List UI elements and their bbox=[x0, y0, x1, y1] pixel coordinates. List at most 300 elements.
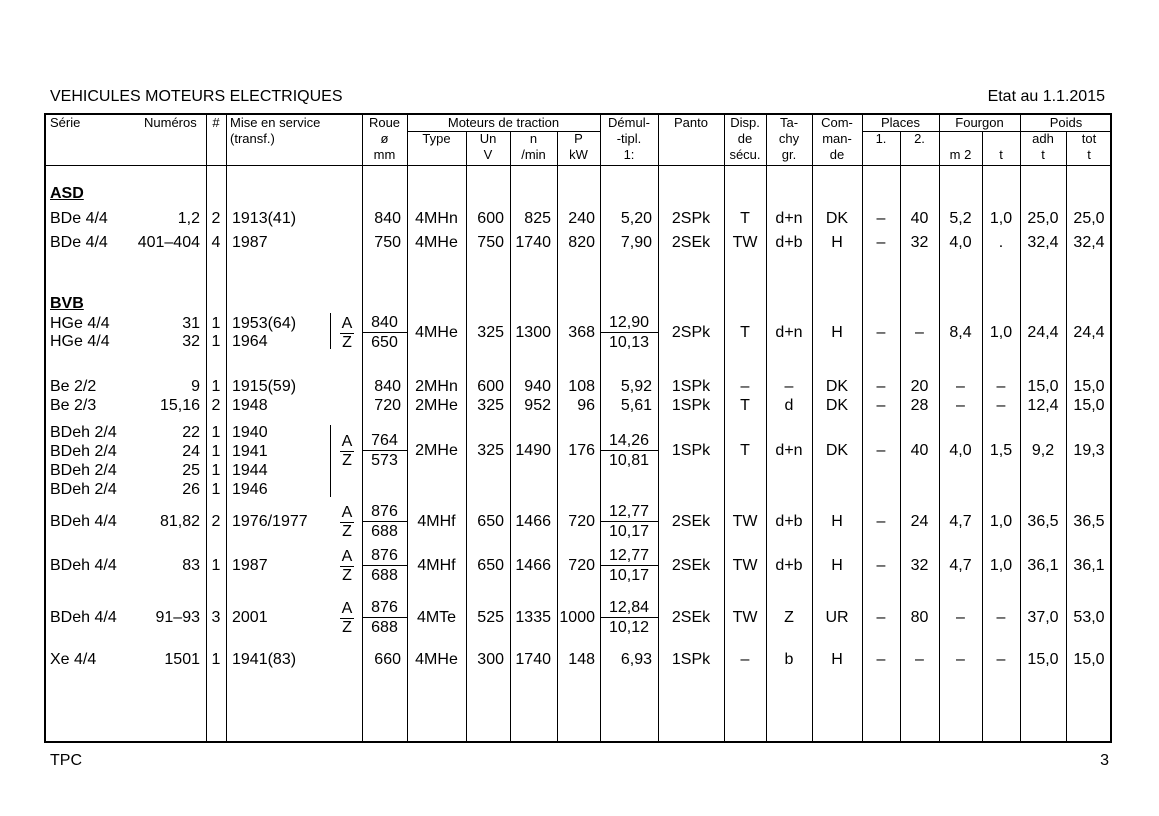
count-value: 1 bbox=[211, 462, 221, 479]
col-header-commande-3: de bbox=[829, 147, 845, 162]
numeros-value: 31 bbox=[182, 315, 200, 332]
com-value: UR bbox=[825, 609, 849, 626]
ta-value: d+n bbox=[775, 324, 803, 341]
demul-fraction-numerator: 14,26 bbox=[600, 431, 658, 451]
demul-fraction bbox=[600, 431, 658, 470]
count-value: 4 bbox=[211, 234, 221, 251]
ft-value: – bbox=[996, 609, 1006, 626]
p-value: 240 bbox=[568, 210, 595, 227]
ta-value: Z bbox=[784, 609, 794, 626]
serie-name: HGe 4/4 bbox=[50, 315, 110, 332]
panto-value: 2SPk bbox=[671, 210, 711, 227]
count-value: 3 bbox=[211, 609, 221, 626]
m2-value: 4,0 bbox=[949, 234, 972, 251]
section-asd: ASD bbox=[50, 185, 84, 202]
disp-value: TW bbox=[732, 557, 758, 574]
pl2-value: 40 bbox=[910, 442, 929, 459]
panto-value: 1SPk bbox=[671, 442, 711, 459]
m2-value: 5,2 bbox=[949, 210, 972, 227]
demul-fraction-numerator: 12,90 bbox=[600, 313, 658, 333]
type-value: 4MHn bbox=[415, 210, 458, 227]
pl2-value: – bbox=[915, 324, 924, 341]
roue-fraction-denominator: 573 bbox=[371, 452, 398, 469]
numeros-value: 1,2 bbox=[177, 210, 200, 227]
ft-value: 1,0 bbox=[989, 513, 1013, 530]
ta-value: d bbox=[784, 397, 794, 414]
demul-fraction-denominator: 10,81 bbox=[608, 452, 650, 469]
page-number: 3 bbox=[1100, 752, 1109, 769]
axle-marker bbox=[340, 504, 354, 541]
type-value: 4MHe bbox=[415, 234, 458, 251]
pl1-value: – bbox=[876, 557, 886, 574]
n-value: 1300 bbox=[515, 324, 551, 341]
un-value: 325 bbox=[477, 442, 504, 459]
pl1-value: – bbox=[876, 651, 886, 668]
panto-value: 2SEk bbox=[671, 609, 711, 626]
serie-name: Xe 4/4 bbox=[50, 651, 97, 668]
numeros-value: 32 bbox=[182, 333, 200, 350]
adh-value: 32,4 bbox=[1027, 234, 1059, 251]
count-value: 1 bbox=[211, 651, 221, 668]
ft-value: 1,5 bbox=[989, 442, 1013, 459]
axle-z-label: Z bbox=[342, 452, 352, 469]
col-header-fourgon-m2: m 2 bbox=[949, 147, 972, 162]
ta-value: b bbox=[784, 651, 794, 668]
numeros-value: 83 bbox=[182, 557, 200, 574]
group-bracket bbox=[330, 313, 331, 349]
numeros-value: 25 bbox=[182, 462, 200, 479]
ta-value: d+n bbox=[775, 442, 803, 459]
pl2-value: 20 bbox=[910, 378, 929, 395]
mise-value: 1987 bbox=[232, 557, 268, 574]
col-header-places-1: 1. bbox=[875, 131, 887, 146]
demul-fraction-numerator: 12,77 bbox=[600, 502, 658, 522]
panto-value: 1SPk bbox=[671, 397, 711, 414]
pl1-value: – bbox=[876, 378, 886, 395]
n-value: 1490 bbox=[515, 442, 551, 459]
tot-value: 25,0 bbox=[1073, 210, 1105, 227]
axle-a-label: A bbox=[341, 315, 353, 332]
com-value: DK bbox=[825, 397, 849, 414]
panto-value: 2SEk bbox=[671, 557, 711, 574]
n-value: 1335 bbox=[515, 609, 551, 626]
numeros-value: 1501 bbox=[164, 651, 200, 668]
numeros-value: 26 bbox=[182, 481, 200, 498]
ta-value: d+b bbox=[775, 557, 803, 574]
count-value: 1 bbox=[211, 378, 221, 395]
axle-z-label: Z bbox=[342, 523, 352, 540]
col-header-moteurs: Moteurs de traction bbox=[447, 115, 560, 130]
adh-value: 37,0 bbox=[1027, 609, 1059, 626]
col-header-p: P bbox=[574, 131, 583, 146]
axle-marker bbox=[340, 315, 354, 352]
type-value: 4MHf bbox=[417, 513, 456, 530]
roue-value: 750 bbox=[374, 234, 401, 251]
m2-value: – bbox=[956, 397, 965, 414]
mise-value: 1941(83) bbox=[232, 651, 297, 668]
com-value: H bbox=[831, 557, 843, 574]
roue-fraction bbox=[362, 502, 407, 541]
tot-value: 15,0 bbox=[1073, 397, 1105, 414]
pl2-value: 32 bbox=[910, 234, 929, 251]
col-header-roue-symbol: ø bbox=[380, 131, 389, 146]
ta-value: d+n bbox=[775, 210, 803, 227]
serie-name: BDeh 4/4 bbox=[50, 513, 117, 530]
demul-fraction-denominator: 10,17 bbox=[608, 523, 650, 540]
col-header-tachy: Ta- bbox=[779, 115, 799, 130]
col-header-panto: Panto bbox=[674, 115, 708, 130]
roue-fraction bbox=[362, 546, 407, 585]
panto-value: 2SEk bbox=[671, 234, 711, 251]
col-sep bbox=[510, 131, 511, 741]
disp-value: T bbox=[740, 397, 750, 414]
un-value: 600 bbox=[477, 378, 504, 395]
roue-fraction bbox=[362, 431, 407, 470]
roue-fraction-denominator: 688 bbox=[371, 567, 398, 584]
n-value: 1740 bbox=[515, 234, 551, 251]
roue-fraction-denominator: 688 bbox=[371, 523, 398, 540]
serie-name: BDe 4/4 bbox=[50, 234, 108, 251]
serie-name: BDeh 2/4 bbox=[50, 481, 117, 498]
pl1-value: – bbox=[876, 210, 886, 227]
roue-value: 840 bbox=[374, 378, 401, 395]
pl2-value: 28 bbox=[910, 397, 929, 414]
un-value: 325 bbox=[477, 397, 504, 414]
roue-value: 720 bbox=[374, 397, 401, 414]
p-value: 820 bbox=[568, 234, 595, 251]
mise-value: 1913(41) bbox=[232, 210, 297, 227]
col-header-poids: Poids bbox=[1049, 115, 1083, 130]
col-header-commande: Com- bbox=[821, 115, 853, 130]
type-value: 4MTe bbox=[416, 609, 457, 626]
adh-value: 24,4 bbox=[1027, 324, 1059, 341]
adh-value: 25,0 bbox=[1027, 210, 1059, 227]
serie-name: BDeh 2/4 bbox=[50, 462, 117, 479]
pl2-value: 32 bbox=[910, 557, 929, 574]
col-header-n-unit: /min bbox=[521, 147, 546, 162]
serie-name: BDeh 4/4 bbox=[50, 557, 117, 574]
col-header-n: n bbox=[529, 131, 538, 146]
disp-value: TW bbox=[732, 609, 758, 626]
mise-value: 1948 bbox=[232, 397, 268, 414]
mise-value: 1941 bbox=[232, 443, 268, 460]
type-value: 4MHf bbox=[417, 557, 456, 574]
roue-fraction-numerator: 876 bbox=[362, 546, 407, 566]
demul-value: 7,90 bbox=[620, 234, 652, 251]
com-value: H bbox=[831, 234, 843, 251]
col-sep bbox=[362, 115, 363, 741]
panto-value: 1SPk bbox=[671, 651, 711, 668]
tot-value: 32,4 bbox=[1073, 234, 1105, 251]
n-value: 1466 bbox=[515, 513, 551, 530]
document-title: VEHICULES MOTEURS ELECTRIQUES bbox=[50, 88, 343, 105]
demul-fraction bbox=[600, 546, 658, 585]
m2-value: – bbox=[956, 378, 965, 395]
type-value: 2MHn bbox=[415, 378, 458, 395]
m2-value: 4,7 bbox=[949, 513, 972, 530]
pl2-value: 40 bbox=[910, 210, 929, 227]
col-header-type: Type bbox=[422, 131, 451, 146]
col-header-tot: tot bbox=[1081, 131, 1097, 146]
n-value: 825 bbox=[524, 210, 551, 227]
ft-value: – bbox=[996, 397, 1006, 414]
numeros-value: 22 bbox=[182, 424, 200, 441]
un-value: 325 bbox=[477, 324, 504, 341]
m2-value: 4,0 bbox=[949, 442, 972, 459]
col-header-disp-3: sécu. bbox=[729, 147, 761, 162]
p-value: 1000 bbox=[559, 609, 595, 626]
mise-value: 1944 bbox=[232, 462, 268, 479]
col-header-demul: Démul- bbox=[608, 115, 650, 130]
m2-value: 8,4 bbox=[949, 324, 972, 341]
subheader-line bbox=[939, 131, 1020, 132]
tot-value: 15,0 bbox=[1073, 651, 1105, 668]
tot-value: 19,3 bbox=[1073, 442, 1105, 459]
ft-value: 1,0 bbox=[989, 210, 1013, 227]
roue-fraction-numerator: 840 bbox=[362, 313, 407, 333]
numeros-value: 24 bbox=[182, 443, 200, 460]
pl1-value: – bbox=[876, 234, 886, 251]
col-header-un: Un bbox=[479, 131, 497, 146]
count-value: 1 bbox=[211, 557, 221, 574]
col-header-tachy-2: chy bbox=[778, 131, 800, 146]
col-header-disp: Disp. bbox=[730, 115, 760, 130]
un-value: 600 bbox=[477, 210, 504, 227]
date-status: Etat au 1.1.2015 bbox=[987, 88, 1105, 105]
demul-fraction bbox=[600, 502, 658, 541]
roue-value: 660 bbox=[374, 651, 401, 668]
col-header-un-unit: V bbox=[483, 147, 493, 162]
disp-value: T bbox=[740, 442, 750, 459]
demul-fraction-numerator: 12,77 bbox=[600, 546, 658, 566]
count-value: 1 bbox=[211, 333, 221, 350]
tot-value: 15,0 bbox=[1073, 378, 1105, 395]
col-sep bbox=[557, 131, 558, 741]
pl1-value: – bbox=[876, 609, 886, 626]
serie-name: HGe 4/4 bbox=[50, 333, 110, 350]
tot-value: 24,4 bbox=[1073, 324, 1105, 341]
col-header-fourgon-t: t bbox=[999, 147, 1003, 162]
m2-value: – bbox=[956, 651, 965, 668]
col-header-demul-3: 1: bbox=[623, 147, 635, 162]
col-header-serie: Série bbox=[50, 115, 81, 130]
col-header-disp-2: de bbox=[737, 131, 753, 146]
disp-value: – bbox=[740, 651, 750, 668]
adh-value: 9,2 bbox=[1031, 442, 1055, 459]
demul-fraction-numerator: 12,84 bbox=[600, 598, 658, 618]
roue-fraction bbox=[362, 313, 407, 352]
roue-fraction-numerator: 876 bbox=[362, 598, 407, 618]
disp-value: T bbox=[740, 324, 750, 341]
roue-fraction-denominator: 688 bbox=[371, 619, 398, 636]
pl1-value: – bbox=[876, 397, 886, 414]
pl1-value: – bbox=[876, 442, 886, 459]
pl2-value: – bbox=[915, 651, 924, 668]
col-header-commande-2: man- bbox=[822, 131, 852, 146]
ft-value: – bbox=[996, 651, 1006, 668]
col-header-count: # bbox=[212, 115, 220, 130]
roue-fraction-denominator: 650 bbox=[371, 334, 398, 351]
numeros-value: 401–404 bbox=[137, 234, 200, 251]
numeros-value: 81,82 bbox=[159, 513, 200, 530]
col-sep bbox=[226, 115, 227, 741]
col-header-mise: Mise en service bbox=[230, 115, 321, 130]
ft-value: 1,0 bbox=[989, 324, 1013, 341]
count-value: 1 bbox=[211, 424, 221, 441]
roue-fraction-numerator: 764 bbox=[362, 431, 407, 451]
type-value: 4MHe bbox=[415, 324, 458, 341]
axle-a-label: A bbox=[341, 548, 353, 565]
demul-fraction-denominator: 10,13 bbox=[608, 334, 650, 351]
mise-value: 1953(64) bbox=[232, 315, 297, 332]
serie-name: Be 2/3 bbox=[50, 397, 97, 414]
com-value: DK bbox=[825, 442, 849, 459]
p-value: 368 bbox=[568, 324, 595, 341]
col-header-adh: adh bbox=[1032, 131, 1054, 146]
serie-name: Be 2/2 bbox=[50, 378, 97, 395]
tot-value: 36,5 bbox=[1073, 513, 1105, 530]
p-value: 96 bbox=[577, 397, 595, 414]
pl2-value: 80 bbox=[910, 609, 929, 626]
axle-z-label: Z bbox=[342, 334, 352, 351]
p-value: 108 bbox=[568, 378, 595, 395]
n-value: 952 bbox=[524, 397, 551, 414]
demul-value: 5,92 bbox=[620, 378, 652, 395]
ta-value: – bbox=[784, 378, 794, 395]
col-header-fourgon: Fourgon bbox=[955, 115, 1004, 130]
count-value: 2 bbox=[211, 397, 221, 414]
p-value: 720 bbox=[568, 557, 595, 574]
un-value: 300 bbox=[477, 651, 504, 668]
un-value: 650 bbox=[477, 557, 504, 574]
vehicle-table bbox=[44, 113, 1112, 743]
count-value: 1 bbox=[211, 481, 221, 498]
adh-value: 15,0 bbox=[1027, 651, 1059, 668]
type-value: 4MHe bbox=[415, 651, 458, 668]
mise-value: 1940 bbox=[232, 424, 268, 441]
tot-value: 36,1 bbox=[1073, 557, 1105, 574]
adh-value: 12,4 bbox=[1027, 397, 1059, 414]
un-value: 525 bbox=[477, 609, 504, 626]
col-header-roue: Roue bbox=[368, 115, 401, 130]
disp-value: TW bbox=[732, 234, 758, 251]
axle-marker bbox=[340, 433, 354, 470]
demul-fraction bbox=[600, 598, 658, 637]
col-header-places: Places bbox=[880, 115, 921, 130]
com-value: DK bbox=[825, 210, 849, 227]
disp-value: TW bbox=[732, 513, 758, 530]
mise-value: 1946 bbox=[232, 481, 268, 498]
com-value: H bbox=[831, 513, 843, 530]
p-value: 148 bbox=[568, 651, 595, 668]
col-sep bbox=[600, 115, 601, 741]
col-header-p-unit: kW bbox=[569, 147, 588, 162]
mise-value: 1987 bbox=[232, 234, 268, 251]
pl1-value: – bbox=[876, 513, 886, 530]
axle-z-label: Z bbox=[342, 567, 352, 584]
roue-fraction-numerator: 876 bbox=[362, 502, 407, 522]
serie-name: BDe 4/4 bbox=[50, 210, 108, 227]
numeros-value: 15,16 bbox=[159, 397, 200, 414]
col-header-demul-2: -tipl. bbox=[616, 131, 642, 146]
ft-value: 1,0 bbox=[989, 557, 1013, 574]
axle-marker bbox=[340, 600, 354, 637]
ta-value: d+b bbox=[775, 234, 803, 251]
col-header-mise-sub: (transf.) bbox=[230, 131, 275, 146]
demul-value: 5,61 bbox=[620, 397, 652, 414]
tot-value: 53,0 bbox=[1073, 609, 1105, 626]
n-value: 1466 bbox=[515, 557, 551, 574]
col-header-numeros: Numéros bbox=[144, 115, 197, 130]
disp-value: T bbox=[740, 210, 750, 227]
demul-fraction-denominator: 10,12 bbox=[608, 619, 650, 636]
axle-z-label: Z bbox=[342, 619, 352, 636]
count-value: 1 bbox=[211, 443, 221, 460]
axle-marker bbox=[340, 548, 354, 585]
adh-value: 15,0 bbox=[1027, 378, 1059, 395]
numeros-value: 9 bbox=[191, 378, 200, 395]
demul-fraction bbox=[600, 313, 658, 352]
p-value: 176 bbox=[568, 442, 595, 459]
demul-fraction-denominator: 10,17 bbox=[608, 567, 650, 584]
m2-value: – bbox=[956, 609, 965, 626]
col-header-roue-unit: mm bbox=[373, 147, 396, 162]
ta-value: d+b bbox=[775, 513, 803, 530]
com-value: H bbox=[831, 651, 843, 668]
serie-name: BDeh 2/4 bbox=[50, 424, 117, 441]
footer-label: TPC bbox=[50, 752, 82, 769]
demul-value: 6,93 bbox=[620, 651, 652, 668]
n-value: 940 bbox=[524, 378, 551, 395]
axle-a-label: A bbox=[341, 433, 353, 450]
group-bracket bbox=[330, 425, 331, 497]
panto-value: 1SPk bbox=[671, 378, 711, 395]
count-value: 2 bbox=[211, 513, 221, 530]
serie-name: BDeh 2/4 bbox=[50, 443, 117, 460]
adh-value: 36,5 bbox=[1027, 513, 1059, 530]
mise-value: 1964 bbox=[232, 333, 268, 350]
count-value: 2 bbox=[211, 210, 221, 227]
un-value: 750 bbox=[477, 234, 504, 251]
mise-value: 1915(59) bbox=[232, 378, 297, 395]
axle-a-label: A bbox=[341, 600, 353, 617]
m2-value: 4,7 bbox=[949, 557, 972, 574]
panto-value: 2SEk bbox=[671, 513, 711, 530]
type-value: 2MHe bbox=[415, 397, 458, 414]
col-header-tachy-3: gr. bbox=[781, 147, 797, 162]
header-bottom-line bbox=[46, 165, 1110, 166]
mise-value: 2001 bbox=[232, 609, 268, 626]
pl1-value: – bbox=[876, 324, 886, 341]
col-header-adh-unit: t bbox=[1041, 147, 1045, 162]
section-bvb: BVB bbox=[50, 295, 84, 312]
un-value: 650 bbox=[477, 513, 504, 530]
col-header-places-2: 2. bbox=[914, 131, 925, 146]
n-value: 1740 bbox=[515, 651, 551, 668]
col-header-tot-unit: t bbox=[1087, 147, 1091, 162]
p-value: 720 bbox=[568, 513, 595, 530]
pl2-value: 24 bbox=[910, 513, 929, 530]
roue-value: 840 bbox=[374, 210, 401, 227]
disp-value: – bbox=[740, 378, 750, 395]
mise-value: 1976/1977 bbox=[232, 513, 308, 530]
ft-value: . bbox=[998, 234, 1004, 251]
serie-name: BDeh 4/4 bbox=[50, 609, 117, 626]
roue-fraction bbox=[362, 598, 407, 637]
com-value: DK bbox=[825, 378, 849, 395]
col-sep bbox=[466, 131, 467, 741]
adh-value: 36,1 bbox=[1027, 557, 1059, 574]
